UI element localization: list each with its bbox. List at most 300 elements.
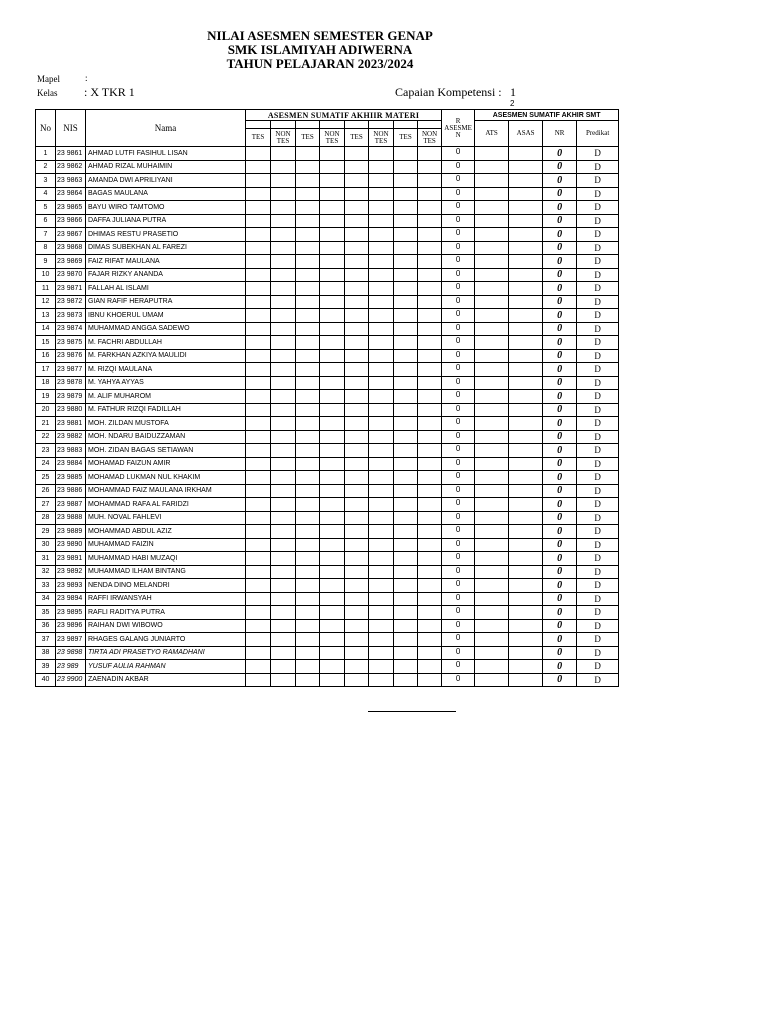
row-ats [475,606,509,620]
row-asas [509,255,543,269]
row-asas [509,673,543,687]
row-materi-score [418,592,442,606]
row-materi-score [345,592,369,606]
row-materi-score [394,457,418,471]
row-rata-asesmen: 0 [442,376,475,390]
sub-materi-3-spacer [345,121,369,129]
row-rata-asesmen: 0 [442,255,475,269]
row-nr: 0 [543,268,577,282]
row-ats [475,187,509,201]
table-row [36,322,619,336]
row-asas [509,201,543,215]
row-nis: 23 9879 [56,390,86,404]
row-predikat: D [577,565,619,579]
row-materi-score [271,403,296,417]
row-no: 24 [36,457,56,471]
row-nama: DIMAS SUBEKHAN AL FAREZI [86,241,246,255]
row-materi-score [271,390,296,404]
row-materi-score [296,255,320,269]
row-materi-score [296,525,320,539]
row-predikat: D [577,336,619,350]
row-nis: 23 9897 [56,633,86,647]
row-materi-score [271,538,296,552]
row-rata-asesmen: 0 [442,336,475,350]
row-materi-score [418,160,442,174]
row-ats [475,201,509,215]
row-materi-score [369,255,394,269]
row-materi-score [320,349,345,363]
row-ats [475,646,509,660]
row-nis: 23 9887 [56,498,86,512]
row-nr: 0 [543,579,577,593]
row-materi-score [345,363,369,377]
row-materi-score [320,430,345,444]
row-nr: 0 [543,619,577,633]
row-asas [509,282,543,296]
row-materi-score [418,430,442,444]
non-line2: TES [276,136,290,145]
row-materi-score [394,484,418,498]
table-row [36,673,619,687]
row-materi-score [246,673,271,687]
table-row [36,187,619,201]
row-materi-score [320,228,345,242]
row-nis: 23 9900 [56,673,86,687]
row-materi-score [369,484,394,498]
row-ats [475,457,509,471]
row-materi-score [271,525,296,539]
row-materi-score [320,187,345,201]
row-ats [475,484,509,498]
row-materi-score [320,403,345,417]
row-materi-score [246,376,271,390]
row-materi-score [296,336,320,350]
row-ats [475,511,509,525]
row-materi-score [246,552,271,566]
row-materi-score [418,673,442,687]
row-nama: TIRTA ADI PRASETYO RAMADHANI [86,646,246,660]
row-materi-score [296,403,320,417]
sub-materi-4b-spacer [418,121,442,129]
row-materi-score [418,295,442,309]
row-materi-score [418,498,442,512]
row-ats [475,363,509,377]
col-rata-asesmen [442,110,475,147]
row-predikat: D [577,228,619,242]
row-nr: 0 [543,673,577,687]
row-nis: 23 9893 [56,579,86,593]
row-materi-score [320,511,345,525]
row-nis: 23 9880 [56,403,86,417]
non-line1: NON [275,129,291,138]
row-rata-asesmen: 0 [442,214,475,228]
row-asas [509,457,543,471]
group-asesmen-materi: ASESMEN SUMATIF AKHIIR MATERI [246,110,442,121]
row-materi-score [369,147,394,161]
row-nama: MOH. ZILDAN MUSTOFA [86,417,246,431]
row-materi-score [369,417,394,431]
row-materi-score [394,322,418,336]
row-materi-score [271,484,296,498]
col-r-line1: R [455,116,461,125]
row-ats [475,538,509,552]
row-materi-score [271,633,296,647]
row-predikat: D [577,511,619,525]
row-asas [509,214,543,228]
row-asas [509,565,543,579]
row-nama: MUHAMMAD ANGGA SADEWO [86,322,246,336]
row-nama: RAFFI IRWANSYAH [86,592,246,606]
row-asas [509,403,543,417]
row-materi-score [369,309,394,323]
row-nama: MOH. ZIDAN BAGAS SETIAWAN [86,444,246,458]
row-materi-score [271,268,296,282]
sub-materi-1-spacer [246,121,271,129]
row-predikat: D [577,174,619,188]
row-materi-score [271,228,296,242]
row-ats [475,592,509,606]
row-nama: ZAENADIN AKBAR [86,673,246,687]
row-predikat: D [577,660,619,674]
row-materi-score [418,322,442,336]
row-materi-score [246,187,271,201]
row-materi-score [345,511,369,525]
row-asas [509,174,543,188]
row-materi-score [320,174,345,188]
row-materi-score [369,241,394,255]
row-no: 13 [36,309,56,323]
row-no: 15 [36,336,56,350]
row-no: 26 [36,484,56,498]
row-predikat: D [577,309,619,323]
row-materi-score [418,619,442,633]
row-materi-score [418,606,442,620]
row-predikat: D [577,417,619,431]
row-nis: 23 9866 [56,214,86,228]
row-materi-score [271,619,296,633]
col-no: No [36,110,56,147]
row-materi-score [418,309,442,323]
row-materi-score [394,349,418,363]
row-materi-score [246,538,271,552]
row-nr: 0 [543,187,577,201]
row-materi-score [345,214,369,228]
non-line1: NON [421,129,438,138]
row-materi-score [246,390,271,404]
row-nama: M. FACHRI ABDULLAH [86,336,246,350]
row-materi-score [246,633,271,647]
table-row [36,147,619,161]
row-nis: 23 9888 [56,511,86,525]
row-materi-score [271,511,296,525]
row-rata-asesmen: 0 [442,268,475,282]
row-materi-score [345,673,369,687]
row-materi-score [246,295,271,309]
row-materi-score [345,309,369,323]
row-materi-score [246,565,271,579]
row-materi-score [369,174,394,188]
row-ats [475,214,509,228]
row-materi-score [345,268,369,282]
row-materi-score [418,511,442,525]
row-materi-score [345,147,369,161]
row-materi-score [418,255,442,269]
row-no: 12 [36,295,56,309]
row-materi-score [394,633,418,647]
row-asas [509,241,543,255]
row-nis: 23 9875 [56,336,86,350]
row-materi-score [345,444,369,458]
row-no: 18 [36,376,56,390]
row-nr: 0 [543,606,577,620]
row-materi-score [246,619,271,633]
row-materi-score [345,187,369,201]
row-ats [475,444,509,458]
row-materi-score [345,565,369,579]
row-asas [509,498,543,512]
row-no: 23 [36,444,56,458]
row-materi-score [345,417,369,431]
row-materi-score [369,444,394,458]
row-nis: 23 9878 [56,376,86,390]
row-rata-asesmen: 0 [442,457,475,471]
row-materi-score [320,498,345,512]
row-rata-asesmen: 0 [442,592,475,606]
row-no: 9 [36,255,56,269]
row-no: 7 [36,228,56,242]
row-predikat: D [577,349,619,363]
row-predikat: D [577,552,619,566]
row-materi-score [394,525,418,539]
row-materi-score [345,228,369,242]
row-nis: 23 989 [56,660,86,674]
row-materi-score [369,430,394,444]
row-materi-score [271,363,296,377]
row-nr: 0 [543,417,577,431]
row-materi-score [394,471,418,485]
row-asas [509,187,543,201]
table-row [36,295,619,309]
row-materi-score [271,147,296,161]
row-materi-score [369,228,394,242]
row-predikat: D [577,538,619,552]
row-no: 14 [36,322,56,336]
row-materi-score [369,160,394,174]
row-nr: 0 [543,322,577,336]
row-materi-score [345,403,369,417]
row-materi-score [394,241,418,255]
row-materi-score [320,309,345,323]
row-materi-score [394,363,418,377]
row-rata-asesmen: 0 [442,646,475,660]
row-nama: RAIHAN DWI WIBOWO [86,619,246,633]
row-materi-score [271,457,296,471]
row-predikat: D [577,363,619,377]
table-row [36,484,619,498]
row-materi-score [394,174,418,188]
row-asas [509,390,543,404]
row-materi-score [418,187,442,201]
row-materi-score [418,376,442,390]
row-nis: 23 9891 [56,552,86,566]
row-nama: M. RIZQI MAULANA [86,363,246,377]
sub-materi-4-spacer [394,121,418,129]
row-materi-score [369,646,394,660]
row-materi-score [246,349,271,363]
row-predikat: D [577,444,619,458]
row-ats [475,336,509,350]
row-nama: YUSUF AULIA RAHMAN [86,660,246,674]
row-nr: 0 [543,160,577,174]
row-nama: FAIZ RIFAT MAULANA [86,255,246,269]
row-no: 1 [36,147,56,161]
row-materi-score [369,592,394,606]
non-line2: TES [374,136,388,145]
row-materi-score [296,552,320,566]
row-nis: 23 9874 [56,322,86,336]
row-materi-score [320,565,345,579]
row-no: 20 [36,403,56,417]
row-materi-score [418,336,442,350]
row-ats [475,403,509,417]
row-materi-score [345,660,369,674]
col-non-tes-2 [320,129,345,147]
row-materi-score [394,592,418,606]
row-materi-score [271,349,296,363]
col-nr: NR [543,121,577,147]
col-non-tes-1 [271,129,296,147]
row-materi-score [320,147,345,161]
table-row [36,174,619,188]
row-materi-score [271,417,296,431]
row-nama: DAFFA JULIANA PUTRA [86,214,246,228]
table-row [36,444,619,458]
row-materi-score [394,619,418,633]
row-ats [475,525,509,539]
row-materi-score [246,322,271,336]
non-line2: TES [325,136,339,145]
row-asas [509,592,543,606]
col-r-line3: N [455,130,461,139]
row-materi-score [271,579,296,593]
row-rata-asesmen: 0 [442,538,475,552]
row-materi-score [246,160,271,174]
row-materi-score [296,538,320,552]
row-materi-score [418,660,442,674]
row-asas [509,471,543,485]
row-rata-asesmen: 0 [442,187,475,201]
row-materi-score [271,336,296,350]
row-nr: 0 [543,592,577,606]
row-materi-score [369,633,394,647]
row-materi-score [394,444,418,458]
row-rata-asesmen: 0 [442,606,475,620]
row-materi-score [394,376,418,390]
row-materi-score [320,660,345,674]
row-materi-score [369,295,394,309]
row-no: 16 [36,349,56,363]
row-materi-score [246,309,271,323]
row-predikat: D [577,201,619,215]
row-materi-score [296,444,320,458]
table-row [36,309,619,323]
row-nr: 0 [543,201,577,215]
row-materi-score [394,282,418,296]
row-nis: 23 9861 [56,147,86,161]
row-materi-score [418,646,442,660]
row-nama: MOHAMMAD RAFA AL FARIDZI [86,498,246,512]
row-materi-score [369,579,394,593]
row-nis: 23 9871 [56,282,86,296]
row-nr: 0 [543,633,577,647]
row-materi-score [345,484,369,498]
row-predikat: D [577,214,619,228]
row-nr: 0 [543,174,577,188]
row-materi-score [369,552,394,566]
table-row [36,633,619,647]
row-nis: 23 9892 [56,565,86,579]
row-nr: 0 [543,646,577,660]
row-materi-score [320,295,345,309]
row-rata-asesmen: 0 [442,363,475,377]
row-materi-score [296,484,320,498]
row-predikat: D [577,147,619,161]
row-materi-score [369,673,394,687]
row-materi-score [320,673,345,687]
table-row [36,619,619,633]
row-materi-score [320,606,345,620]
row-materi-score [246,417,271,431]
row-asas [509,430,543,444]
row-materi-score [320,444,345,458]
table-row [36,457,619,471]
row-no: 30 [36,538,56,552]
row-materi-score [394,295,418,309]
row-asas [509,417,543,431]
row-materi-score [418,214,442,228]
row-nama: MOHAMAD LUKMAN NUL KHAKIM [86,471,246,485]
row-rata-asesmen: 0 [442,295,475,309]
row-nis: 23 9882 [56,430,86,444]
row-materi-score [246,511,271,525]
row-nis: 23 9867 [56,228,86,242]
row-nama: MOHAMMAD FAIZ MAULANA IRKHAM [86,484,246,498]
row-materi-score [296,309,320,323]
row-materi-score [296,187,320,201]
row-materi-score [369,511,394,525]
row-nr: 0 [543,525,577,539]
row-materi-score [394,498,418,512]
row-nama: MOHAMMAD ABDUL AZIZ [86,525,246,539]
kelas-value: : X TKR 1 [84,85,135,99]
row-materi-score [418,633,442,647]
row-materi-score [296,430,320,444]
row-materi-score [394,201,418,215]
table-row [36,241,619,255]
row-predikat: D [577,484,619,498]
row-materi-score [418,201,442,215]
row-asas [509,525,543,539]
row-materi-score [369,457,394,471]
sub-materi-3b-spacer [369,121,394,129]
row-ats [475,498,509,512]
row-materi-score [369,187,394,201]
row-materi-score [296,471,320,485]
row-no: 33 [36,579,56,593]
table-row [36,592,619,606]
row-materi-score [394,511,418,525]
row-nr: 0 [543,228,577,242]
